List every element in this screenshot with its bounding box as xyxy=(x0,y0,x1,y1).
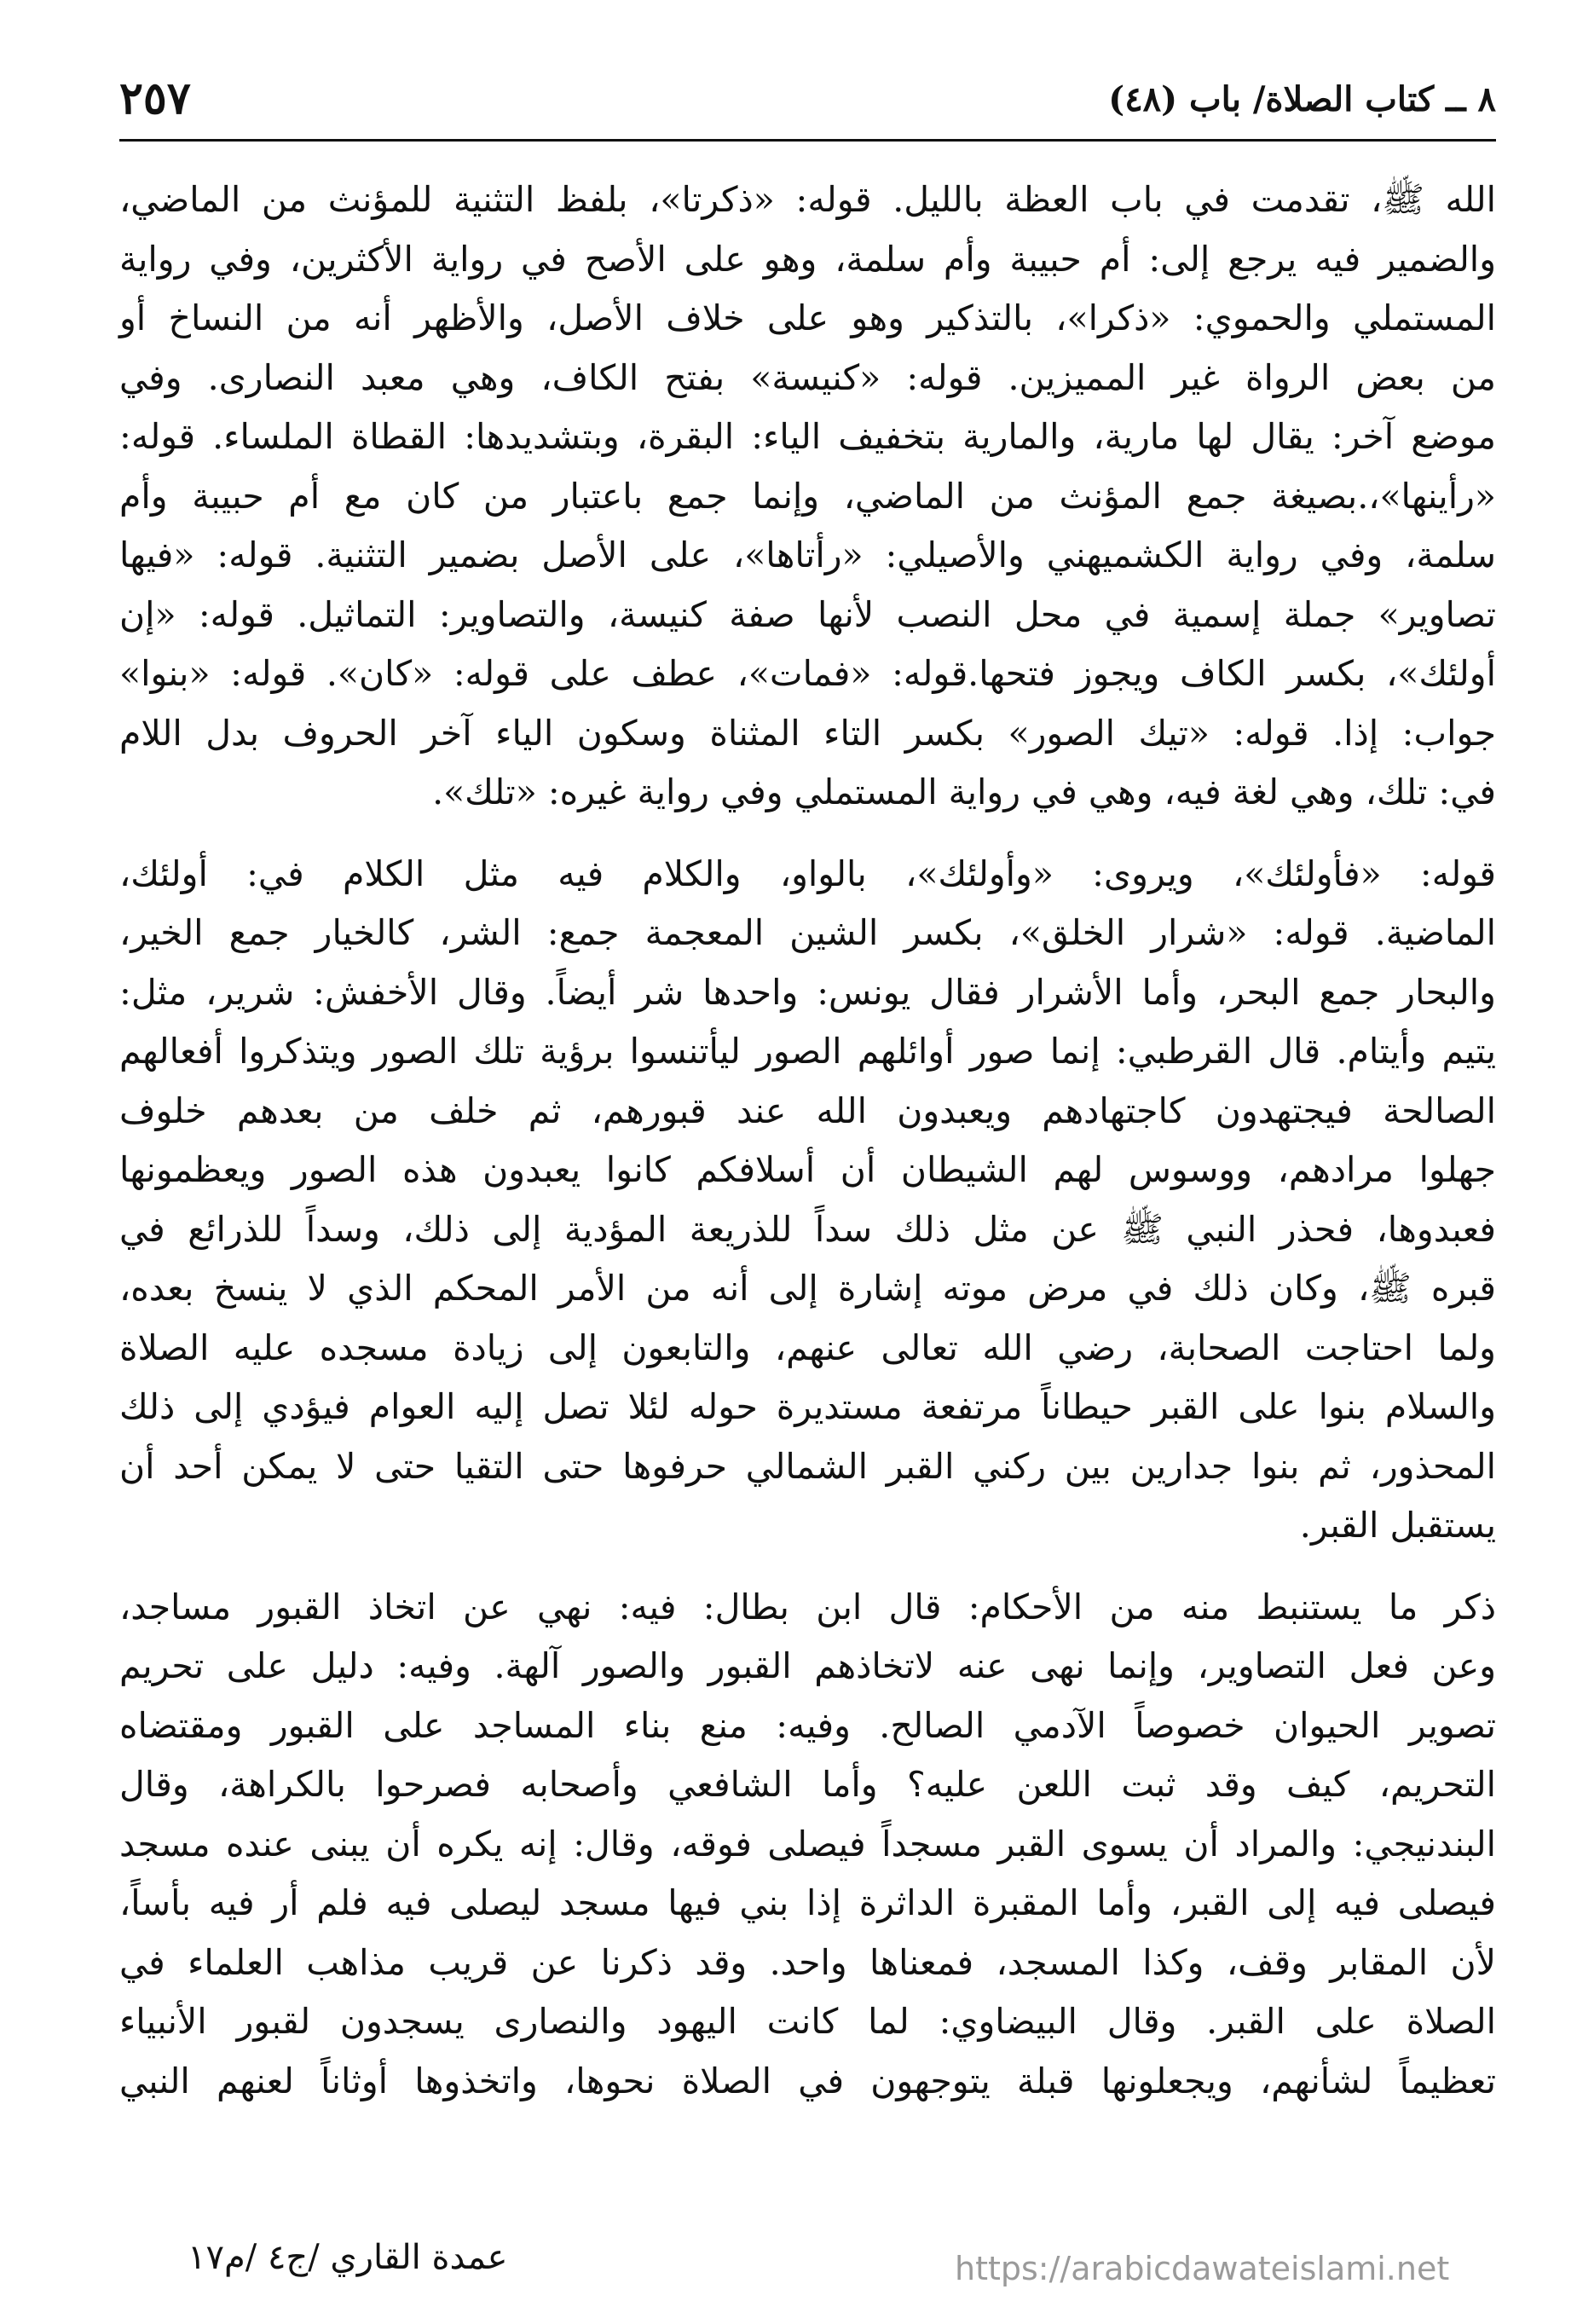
text-line: فيصلى فيه إلى القبر، وأما المقبرة الداثرة إذا بني فيها مسجد ليصلى فيه فلم أر فيه بأساً، xyxy=(119,1882,1496,1923)
text-line: تصاوير» جملة إسمية في محل النصب لأنها صفة كنيسة، والتصاوير: التماثيل. قوله: «إن xyxy=(119,593,1496,635)
text-line: يتيم وأيتام. قال القرطبي: إنما صور أوائلهم الصور ليأتنسوا برؤية تلك الصور ويتذكروا أفعالهم xyxy=(119,1031,1496,1072)
text-line: البندنيجي: والمراد أن يسوى القبر مسجداً فيصلى فوقه، وقال: إنه يكره أن يبنى عنده مسجد xyxy=(119,1823,1496,1864)
text-line: تعظيماً لشأنهم، ويجعلونها قبلة يتوجهون في الصلاة نحوها، واتخذوها أوثاناً لعنهم النبي xyxy=(119,2060,1496,2101)
text-line: وعن فعل التصاوير، وإنما نهى عنه لاتخاذهم القبور والصور آلهة. وفيه: دليل على تحريم xyxy=(119,1645,1497,1686)
text-line: ولما احتاجت الصحابة، رضي الله تعالى عنهم، والتابعون إلى زيادة مسجده عليه الصلاة xyxy=(119,1327,1496,1368)
text-line: أولئك»، بكسر الكاف ويجوز فتحها.قوله: «فمات»، عطف على قوله: «كان». قوله: «بنوا» xyxy=(119,653,1496,694)
text-line: المحذور، ثم بنوا جدارين بين ركني القبر الشمالي حرفوها حتى التقيا حتى لا يمكن أحد أن xyxy=(119,1445,1496,1487)
text-line: جهلوا مرادهم، ووسوس لهم الشيطان أن أسلافكم كانوا يعبدون هذه الصور ويعظمونها xyxy=(119,1149,1496,1190)
text-line: «رأينها»،.بصيغة جمع المؤنث من الماضي، وإنما جمع باعتبار من كان مع أم حبيبة وأم xyxy=(119,475,1496,517)
text-line: يستقبل القبر. xyxy=(1299,1505,1496,1546)
page-number: ٢٥٧ xyxy=(119,72,191,124)
text-line: ذكر ما يستنبط منه من الأحكام: قال ابن بطال: فيه: نهي عن اتخاذ القبور مساجد، xyxy=(119,1586,1496,1627)
paragraph-1 xyxy=(119,171,1496,823)
text-line: التحريم، كيف وقد ثبت اللعن عليه؟ وأما الشافعي وأصحابه فصرحوا بالكراهة، وقال xyxy=(119,1764,1496,1805)
page-footer xyxy=(119,2238,1496,2289)
watermark-url: https://arabicdawateislami.net xyxy=(955,2250,1450,2287)
chapter-title: ٨ ــ كتاب الصلاة/ باب (٤٨) xyxy=(1108,79,1496,119)
text-line: الصلاة على القبر. وقال البيضاوي: لما كانت اليهود والنصارى يسجدون لقبور الأنبياء xyxy=(119,2001,1496,2042)
text-line: سلمة، وفي رواية الكشميهني والأصيلي: «رأتاها»، على الأصل بضمير التثنية. قوله: «فيها xyxy=(119,535,1496,575)
text-line: تصوير الحيوان خصوصاً الآدمي الصالح. وفيه: منع بناء المساجد على القبور ومقتضاه xyxy=(119,1704,1496,1746)
page-body xyxy=(119,171,1496,2111)
text-line: جواب: إذا. قوله: «تيك الصور» بكسر التاء المثناة وسكون الياء آخر الحروف بدل اللام xyxy=(119,712,1496,754)
text-line: لأن المقابر وقف، وكذا المسجد، فمعناها واحد. وقد ذكرنا عن قريب مذاهب العلماء في xyxy=(119,1941,1496,1983)
paragraph-3 xyxy=(119,1578,1496,2112)
text-line: المستملي والحموي: «ذكرا»، بالتذكير وهو على خلاف الأصل، والأظهر أنه من النساخ أو xyxy=(119,298,1496,338)
text-line: والسلام بنوا على القبر حيطاناً مرتفعة مستديرة حوله لئلا تصل إليه العوام فيؤدي إلى ذلك xyxy=(119,1386,1496,1427)
text-line: والبحار جمع البحر، وأما الأشرار فقال يونس: واحدها شر أيضاً. وقال الأخفش: شرير، مثل: xyxy=(119,971,1496,1013)
text-line: قوله: «فأولئك»، ويروى: «وأولئك»، بالواو، والكلام فيه مثل الكلام في: أولئك، xyxy=(119,853,1496,894)
header-rule xyxy=(119,139,1496,142)
text-line: قبره ﷺ، وكان ذلك في مرض موته إشارة إلى أنه من الأمر المحكم الذي لا ينسخ بعده، xyxy=(119,1268,1496,1309)
text-line: الماضية. قوله: «شرار الخلق»، بكسر الشين المعجمة جمع: الشر، كالخيار جمع الخير، xyxy=(119,912,1496,953)
paragraph-2 xyxy=(119,845,1496,1556)
volume-reference: عمدة القاري /ج٤ /م١٧ xyxy=(188,2238,508,2277)
running-header xyxy=(119,72,1496,141)
text-line: الله ﷺ، تقدمت في باب العظة بالليل. قوله: «ذكرتا»، بلفظ التثنية للمؤنث من الماضي، xyxy=(119,179,1496,220)
text-line: في: تلك، وهي لغة فيه، وهي في رواية المستملي وفي رواية غيره: «تلك». xyxy=(432,772,1496,812)
text-line: والضمير فيه يرجع إلى: أم حبيبة وأم سلمة، وهو على الأصح في رواية الأكثرين، وفي رواية xyxy=(119,238,1496,280)
text-line: فعبدوها، فحذر النبي ﷺ عن مثل ذلك سداً للذريعة المؤدية إلى ذلك، وسداً للذرائع في xyxy=(119,1208,1496,1250)
text-line: الصالحة فيجتهدون كاجتهادهم ويعبدون الله عند قبورهم، ثم خلف من بعدهم خلوف xyxy=(119,1090,1496,1131)
text-line: من بعض الرواة غير المميزين. قوله: «كنيسة» بفتح الكاف، وهي معبد النصارى. وفي xyxy=(119,356,1496,398)
text-line: موضع آخر: يقال لها مارية، والمارية بتخفيف الياء: البقرة، وبتشديدها: القطاة الملساء. قوله: xyxy=(119,416,1496,457)
